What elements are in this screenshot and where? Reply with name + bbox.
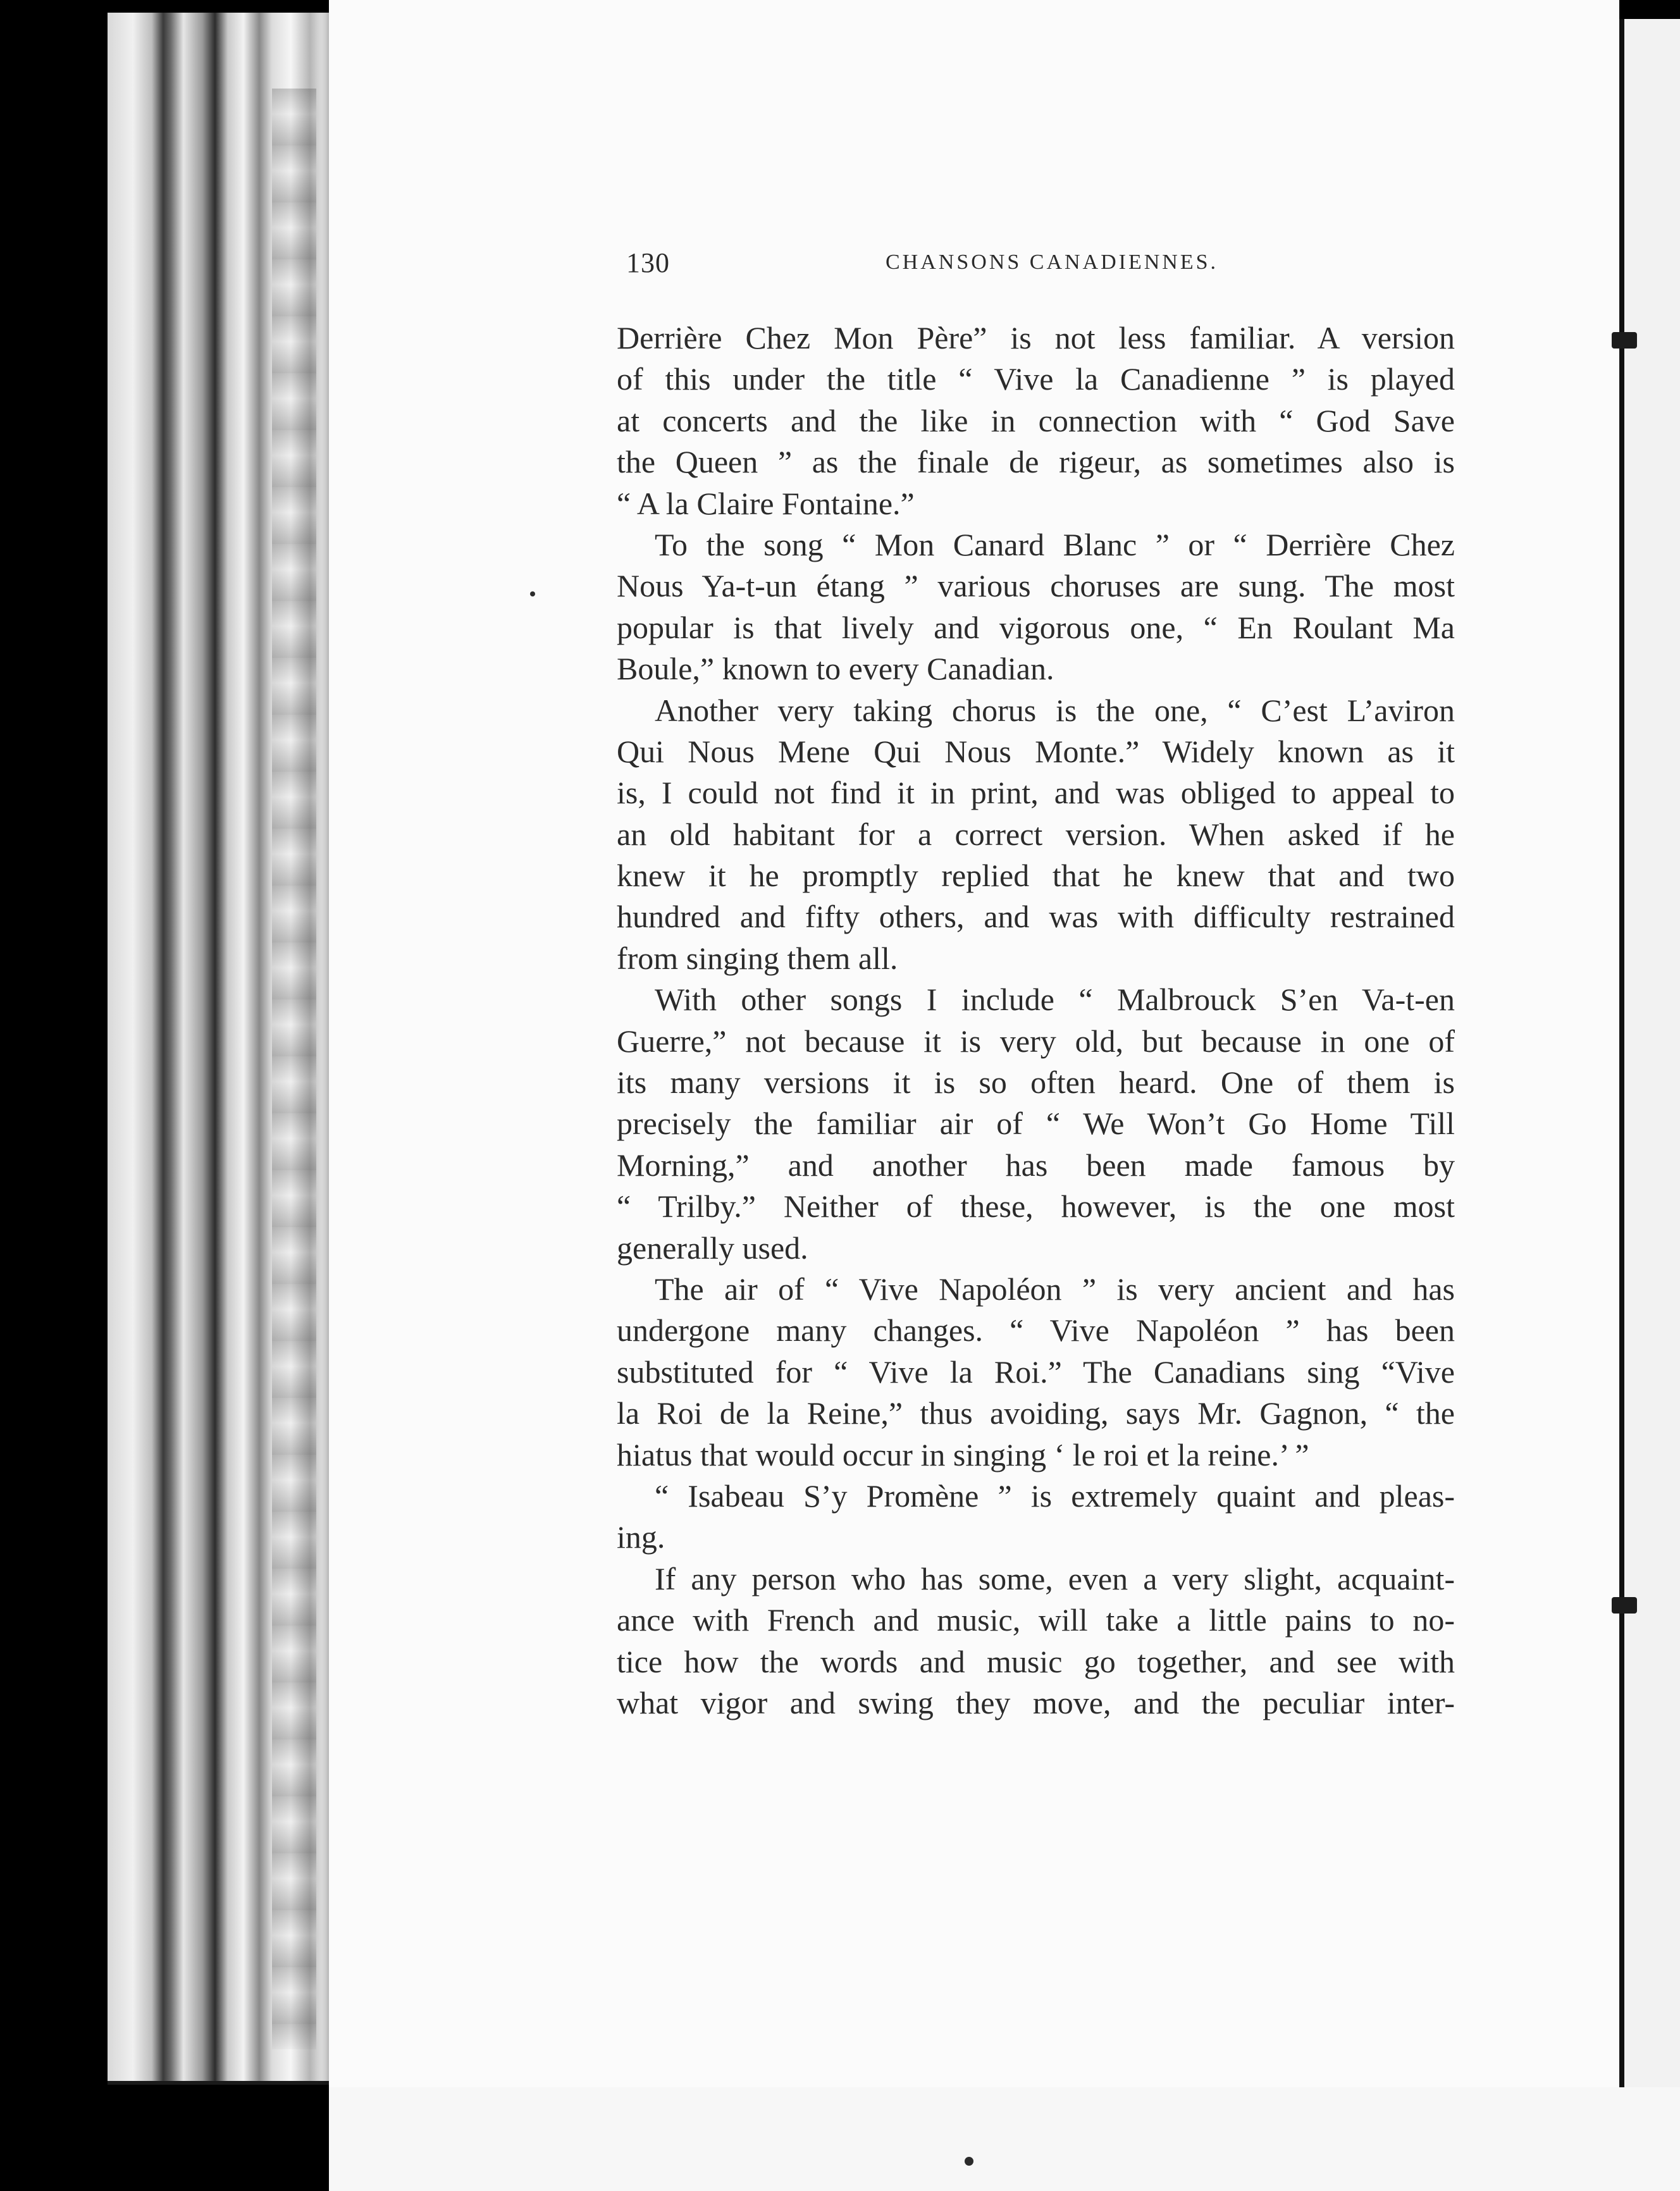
scan-speck <box>965 2157 973 2166</box>
text-line: undergone many changes. “ Vive Napoléon ” has been <box>617 1312 1455 1349</box>
text-line: Nous Ya-t-un étang ” various choruses are sung. The most <box>617 568 1455 604</box>
scan-speck <box>530 591 535 596</box>
text-line: The air of “ Vive Napoléon ” is very ancient and has <box>655 1271 1455 1307</box>
text-line: To the song “ Mon Canard Blanc ” or “ Derrière Chez <box>655 526 1455 562</box>
text-line: Qui Nous Mene Qui Nous Monte.” Widely known as it <box>617 733 1455 769</box>
text-line: precisely the familiar air of “ We Won’t Go Home Till <box>617 1106 1455 1142</box>
text-line: If any person who has some, even a very slight, acquaint- <box>655 1560 1455 1596</box>
text-line: is, I could not find it in print, and was obliged to appeal to <box>617 775 1455 811</box>
text-line: ance with French and music, will take a little pains to no- <box>617 1602 1455 1638</box>
running-title: CHANSONS CANADIENNES. <box>886 250 1219 274</box>
text-line: Guerre,” not because it is very old, but because in one of <box>617 1023 1455 1059</box>
text-line: With other songs I include “ Malbrouck S’en Va-t-en <box>655 982 1455 1018</box>
text-line: popular is that lively and vigorous one, “ En Roulant Ma <box>617 609 1455 645</box>
text-line: hundred and fifty others, and was with difficulty restrained <box>617 899 1455 935</box>
text-line: “ Trilby.” Neither of these, however, is the one most <box>617 1188 1455 1225</box>
running-head <box>626 247 1284 285</box>
binding-mark-top <box>1612 332 1637 349</box>
text-line: its many versions it is so often heard. One of them is <box>617 1065 1455 1101</box>
page-bottom-margin <box>329 2087 1680 2191</box>
text-line: “ Isabeau S’y Promène ” is extremely quaint and pleas- <box>655 1478 1455 1514</box>
text-line: of this under the title “ Vive la Canadienne ” is played <box>617 361 1455 397</box>
page-edge-shadow <box>272 89 316 2049</box>
text-line: hiatus that would occur in singing ‘ le roi et la reine.’ ” <box>617 1436 1309 1472</box>
binding-mark-bottom <box>1612 1597 1637 1614</box>
text-line: an old habitant for a correct version. When asked if he <box>617 816 1455 852</box>
book-page-edges <box>108 13 348 2085</box>
text-line: ing. <box>617 1519 665 1555</box>
text-line: knew it he promptly replied that he knew that and two <box>617 858 1455 894</box>
text-line: from singing them all. <box>617 940 898 976</box>
text-line: “ A la Claire Fontaine.” <box>617 485 915 521</box>
text-line: substituted for “ Vive la Roi.” The Canadians sing “Vive <box>617 1354 1455 1390</box>
text-line: tice how the words and music go together, and see with <box>617 1643 1455 1679</box>
text-line: generally used. <box>617 1230 808 1266</box>
text-line: la Roi de la Reine,” thus avoiding, says Mr. Gagnon, “ the <box>617 1395 1455 1431</box>
page-number: 130 <box>626 247 670 278</box>
text-line: at concerts and the like in connection with “ God Save <box>617 402 1455 438</box>
text-line: Derrière Chez Mon Père” is not less familiar. A version <box>617 320 1455 355</box>
body-text <box>617 318 1455 1724</box>
text-line: Morning,” and another has been made famous by <box>617 1147 1455 1183</box>
text-line: Another very taking chorus is the one, “ C’est L’aviron <box>655 692 1455 728</box>
text-line: what vigor and swing they move, and the peculiar inter- <box>617 1684 1455 1720</box>
text-line: Boule,” known to every Canadian. <box>617 651 1054 687</box>
text-line: the Queen ” as the finale de rigeur, as sometimes also is <box>617 444 1455 480</box>
